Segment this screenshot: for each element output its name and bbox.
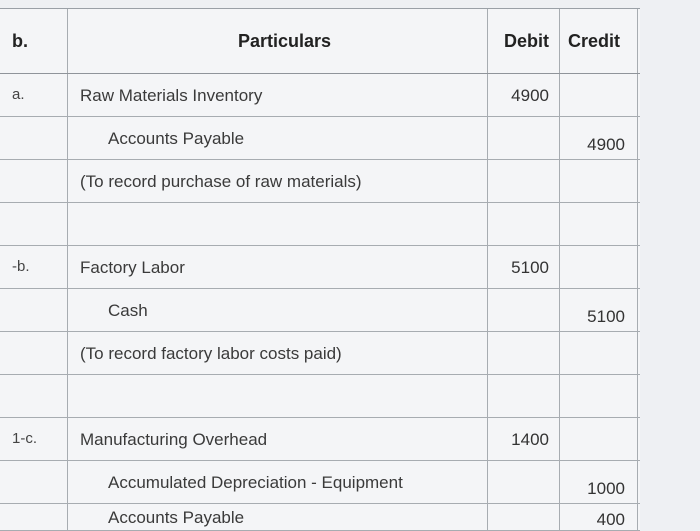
entry-no-cell [0,246,68,288]
debit-cell [488,246,560,288]
debit-cell [488,332,560,374]
particulars-cell [68,289,488,331]
entry-no-cell [0,332,68,374]
debit-cell [488,418,560,460]
table-row [0,203,640,246]
header-credit-label: Credit [568,31,621,51]
debit-cell [488,289,560,331]
particulars-text: (To record purchase of raw materials) [80,172,362,191]
particulars-text: Accounts Payable [108,508,245,527]
credit-cell [560,289,638,331]
journal-table [0,8,640,531]
particulars-cell [68,375,488,417]
particulars-text: Raw Materials Inventory [80,86,263,105]
credit-amount: 1000 [587,479,625,498]
particulars-cell [68,117,488,159]
credit-cell [560,332,638,374]
credit-cell [560,246,638,288]
table-row [0,461,640,504]
header-no-label: b. [12,31,28,51]
table-row [0,160,640,203]
header-particulars-label: Particulars [238,31,332,51]
debit-amount: 4900 [511,86,549,105]
particulars-cell [68,461,488,503]
credit-cell [560,461,638,503]
particulars-text: Accounts Payable [108,129,245,148]
entry-no-cell [0,461,68,503]
particulars-text: Manufacturing Overhead [80,430,268,449]
table-row [0,504,640,531]
header-no [0,9,68,73]
entry-no-cell [0,203,68,245]
entry-no-cell [0,375,68,417]
debit-cell [488,375,560,417]
table-row [0,117,640,160]
credit-cell [560,117,638,159]
header-debit [488,9,560,73]
particulars-text: Accumulated Depreciation - Equipment [108,473,403,492]
particulars-cell [68,160,488,202]
debit-cell [488,504,560,530]
credit-cell [560,375,638,417]
credit-amount: 4900 [587,135,625,154]
credit-amount: 5100 [587,307,625,326]
debit-cell [488,461,560,503]
debit-cell [488,203,560,245]
credit-amount: 400 [596,510,625,529]
entry-no-cell [0,504,68,530]
table-row [0,246,640,289]
table-row [0,418,640,461]
entry-no-cell [0,74,68,116]
particulars-cell [68,504,488,530]
entry-no-cell [0,418,68,460]
table-row [0,332,640,375]
header-credit [560,9,638,73]
entry-no: -b. [12,258,30,275]
debit-amount: 1400 [511,430,549,449]
particulars-cell [68,246,488,288]
entry-no: a. [12,86,25,103]
entry-no-cell [0,117,68,159]
table-row [0,375,640,418]
credit-cell [560,160,638,202]
header-debit-label: Debit [504,31,549,51]
particulars-cell [68,332,488,374]
header-particulars [68,9,488,73]
particulars-text: Factory Labor [80,258,185,277]
table-row [0,289,640,332]
credit-cell [560,203,638,245]
debit-cell [488,74,560,116]
credit-cell [560,504,638,530]
credit-cell [560,418,638,460]
particulars-cell [68,74,488,116]
particulars-text: Cash [108,301,148,320]
entry-no-cell [0,289,68,331]
credit-cell [560,74,638,116]
particulars-text: (To record factory labor costs paid) [80,344,342,363]
table-header [0,9,640,74]
particulars-cell [68,203,488,245]
table-row [0,74,640,117]
particulars-cell [68,418,488,460]
entry-no-cell [0,160,68,202]
entry-no: 1-c. [12,430,38,447]
debit-cell [488,160,560,202]
debit-cell [488,117,560,159]
debit-amount: 5100 [511,258,549,277]
